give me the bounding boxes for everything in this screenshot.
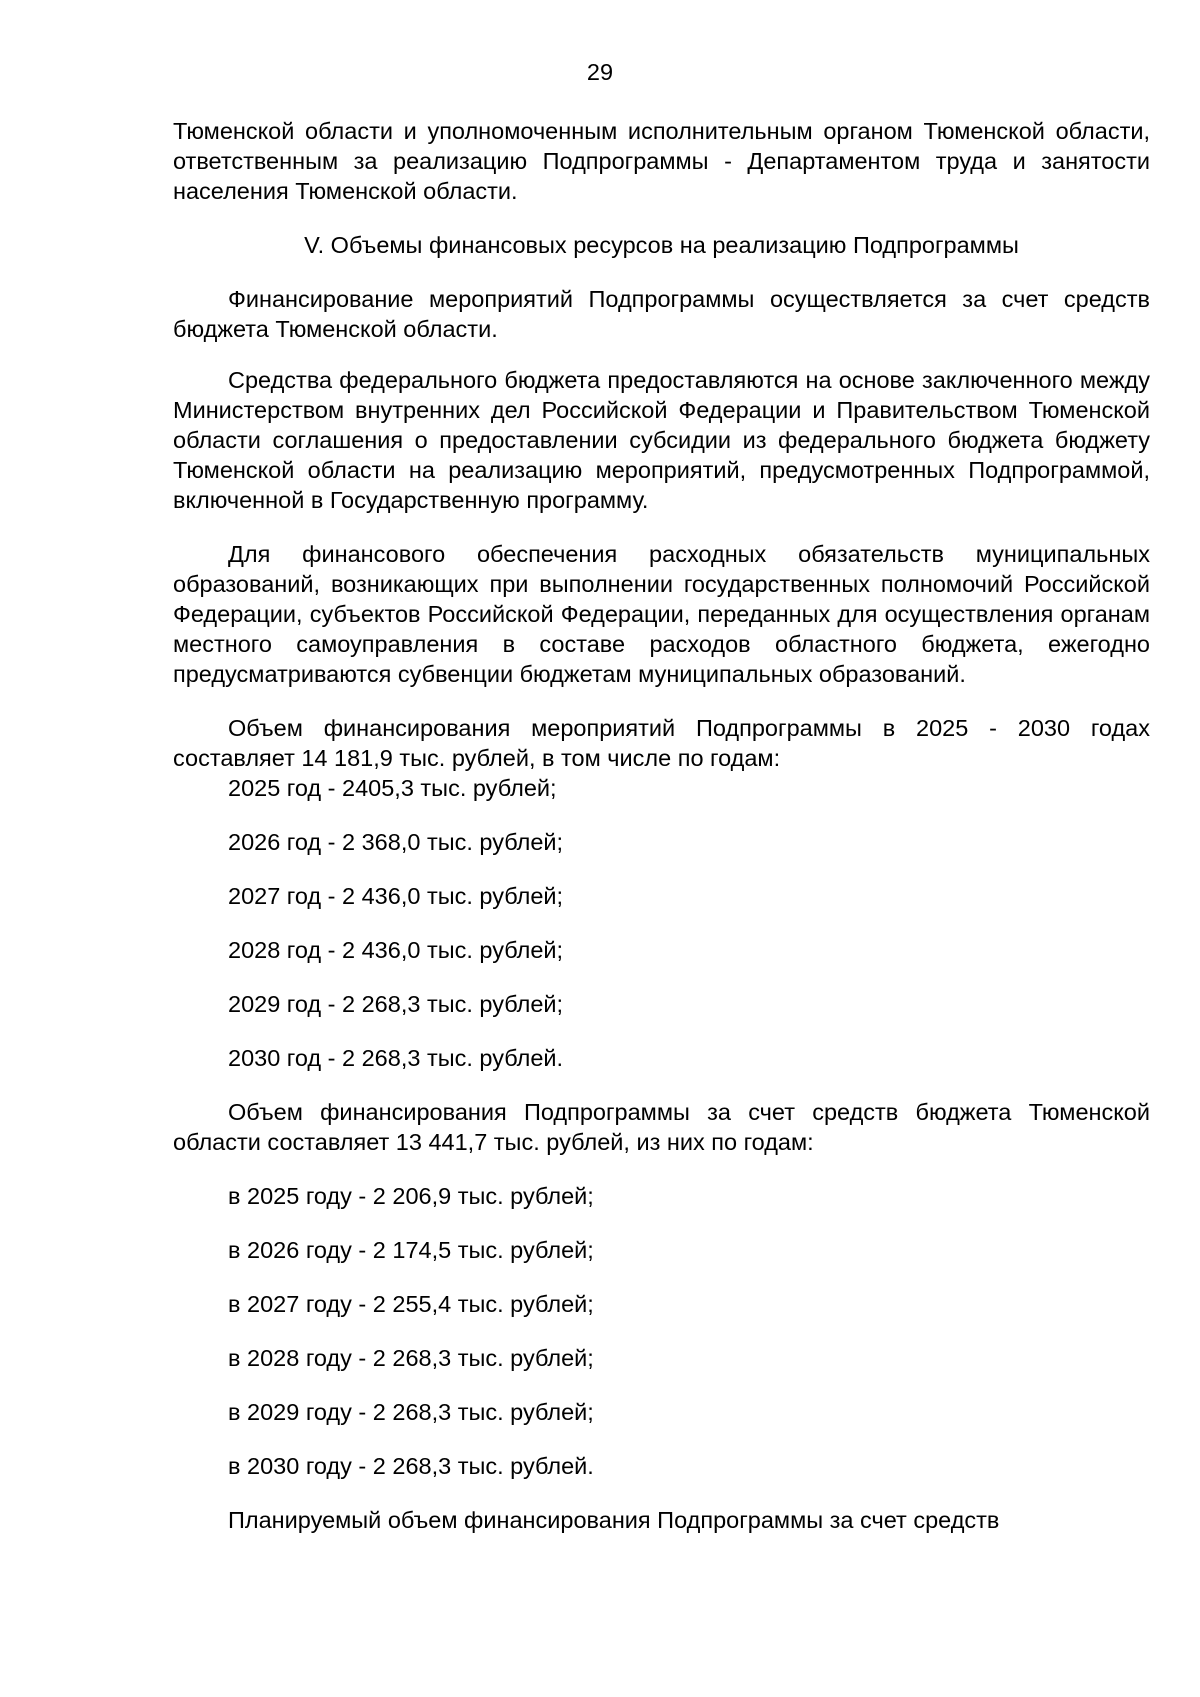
- paragraph-federal-budget: Средства федерального бюджета предоставляются на основе заключенного между Министерством внутренних дел Российской Федерации и Правительством Тюменской области соглашения о предоставлении субсидии из федерального бюджета бюджету Тюменской области на реализацию мероприятий, предусмотренных Подпрограммой, включенной в Государственную программу.: [173, 367, 1150, 513]
- list-item: в 2028 году - 2 268,3 тыс. рублей;: [228, 1345, 594, 1371]
- list-item: 2030 год - 2 268,3 тыс. рублей.: [228, 1045, 564, 1071]
- paragraph-total-volume: Объем финансирования мероприятий Подпрограммы в 2025 - 2030 годах составляет 14 181,9 тыс. рублей, в том числе по годам:: [173, 715, 1150, 771]
- regional-by-year-list: [173, 1181, 1150, 1481]
- list-item: в 2029 году - 2 268,3 тыс. рублей;: [228, 1399, 594, 1425]
- page-number: 29: [586, 59, 614, 85]
- paragraph-financing-source: Финансирование мероприятий Подпрограммы осуществляется за счет средств бюджета Тюменской области.: [173, 286, 1150, 342]
- section-heading: V. Объемы финансовых ресурсов на реализацию Подпрограммы: [304, 232, 1019, 258]
- paragraph-planned-volume: Планируемый объем финансирования Подпрограммы за счет средств: [228, 1507, 1000, 1533]
- intro-paragraph: Тюменской области и уполномоченным исполнительным органом Тюменской области, ответственным за реализацию Подпрограммы - Департаментом труда и занятости населения Тюменской области.: [173, 118, 1150, 204]
- paragraph-regional-volume: Объем финансирования Подпрограммы за счет средств бюджета Тюменской области составляет 13 441,7 тыс. рублей, из них по годам:: [173, 1099, 1150, 1155]
- list-item: 2028 год - 2 436,0 тыс. рублей;: [228, 937, 564, 963]
- list-item: 2025 год - 2405,3 тыс. рублей;: [228, 775, 557, 801]
- list-item: в 2030 году - 2 268,3 тыс. рублей.: [228, 1453, 594, 1479]
- list-item: в 2026 году - 2 174,5 тыс. рублей;: [228, 1237, 594, 1263]
- list-item: в 2025 году - 2 206,9 тыс. рублей;: [228, 1183, 594, 1209]
- paragraph-subventions: Для финансового обеспечения расходных обязательств муниципальных образований, возникающих при выполнении государственных полномочий Российской Федерации, субъектов Российской Федерации, переданных для осуществления органам местного самоуправления в составе расходов областного бюджета, ежегодно предусматриваются субвенции бюджетам муниципальных образований.: [173, 541, 1150, 687]
- list-item: 2027 год - 2 436,0 тыс. рублей;: [228, 883, 564, 909]
- list-item: в 2027 году - 2 255,4 тыс. рублей;: [228, 1291, 594, 1317]
- list-item: 2029 год - 2 268,3 тыс. рублей;: [228, 991, 564, 1017]
- total-by-year-list: [173, 773, 1150, 1073]
- list-item: 2026 год - 2 368,0 тыс. рублей;: [228, 829, 564, 855]
- document-body: [173, 116, 1150, 1535]
